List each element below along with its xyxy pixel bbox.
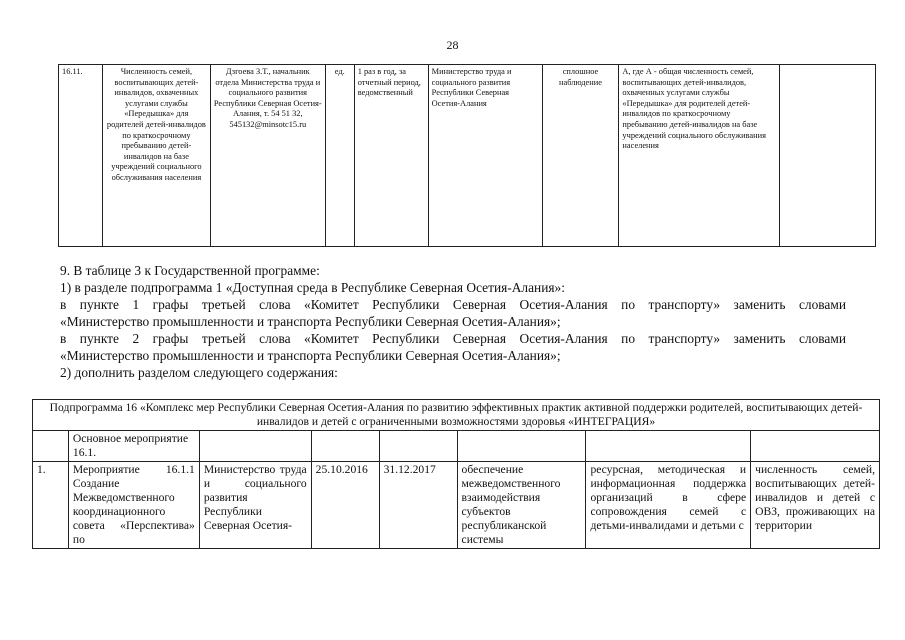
empty-cell: [33, 431, 69, 462]
paragraph: 1) в разделе подпрограмма 1 «Доступная среда в Республике Северная Осетия-Алания»:: [60, 280, 565, 295]
executor-cell: Министерство труда и социального развития Республики Северная Осетия-: [199, 462, 311, 549]
indicator-cell: численность семей, воспитывающих детей-инвалидов и детей с ОВЗ, проживающих на территории: [751, 462, 880, 549]
paragraph: «Министерство промышленности и транспорта Республики Северная Осетия-Алания»;: [60, 348, 561, 363]
responsible-person: Дзгоева З.Т., начальник отдела Министерства труда и социального развития Республики Северная Осетия-Алания, т. 54 51 32, 545132@minsotc15.ru: [210, 65, 325, 247]
paragraph: «Министерство промышленности и транспорта Республики Северная Осетия-Алания»;: [60, 314, 561, 329]
empty-cell: [311, 431, 379, 462]
indicator-name: Численность семей, воспитывающих детей-инвалидов, охваченных услугами службы «Передышка» для родителей детей-инвалидов по краткосрочному пребыванию детей-инвалидов на базе учреждений социального обслуживания населения: [102, 65, 210, 247]
paragraph: 2) дополнить разделом следующего содержания:: [60, 365, 338, 380]
table-row: [59, 65, 876, 247]
row-number: 1.: [33, 462, 69, 549]
table-row: [33, 462, 880, 549]
unit-cell: ед.: [325, 65, 354, 247]
row-number: 16.11.: [59, 65, 103, 247]
end-date: 31.12.2017: [379, 462, 457, 549]
paragraph: в пункте 1 графы третьей слова «Комитет Республики Северная Осетия-Алания по транспорту» заменить словами: [60, 297, 846, 312]
subprogram-title: Подпрограмма 16 «Комплекс мер Республики Северная Осетия-Алания по развитию эффективных практик активной поддержки родителей, воспитывающих детей-инвалидов и детей с ограниченными возможностями здоровья «ИНТЕГРАЦИЯ»: [33, 400, 880, 431]
main-event: Основное мероприятие 16.1.: [68, 431, 199, 462]
result-cell: обеспечение межведомственного взаимодействия субъектов республиканской системы: [457, 462, 586, 549]
indicator-table: [58, 64, 876, 247]
table-header-row: [33, 400, 880, 431]
periodicity-cell: 1 раз в год, за отчетный период, ведомственный: [354, 65, 428, 247]
source-cell: Министерство труда и социального развития Республики Северная Осетия-Алания: [428, 65, 542, 247]
empty-cell: [457, 431, 586, 462]
extra-cell: [780, 65, 876, 247]
formula-cell: А, где А - общая численность семей, воспитывающих детей-инвалидов, охваченных услугами службы «Передышка» для родителей детей-инвалидов по краткосрочному пребыванию детей-инвалидов на базе учреждений социального обслуживания населения: [619, 65, 780, 247]
empty-cell: [586, 431, 751, 462]
paragraph: в пункте 2 графы третьей слова «Комитет Республики Северная Осетия-Алания по транспорту» заменить словами: [60, 331, 846, 346]
start-date: 25.10.2016: [311, 462, 379, 549]
page-number: 28: [446, 38, 459, 52]
empty-cell: [751, 431, 880, 462]
amendment-text: [60, 262, 846, 381]
content-cell: ресурсная, методическая и информационная поддержка организаций в сфере сопровождения семей с детьми-инвалидами и детьми с: [586, 462, 751, 549]
subprogram-table: [32, 399, 880, 549]
empty-cell: [379, 431, 457, 462]
empty-cell: [199, 431, 311, 462]
method-cell: сплошное наблюдение: [542, 65, 619, 247]
paragraph: 9. В таблице 3 к Государственной программе:: [60, 263, 320, 278]
event-cell: Мероприятие 16.1.1 Создание Межведомственного координационного совета «Перспектива» по: [68, 462, 199, 549]
table-row: [33, 431, 880, 462]
